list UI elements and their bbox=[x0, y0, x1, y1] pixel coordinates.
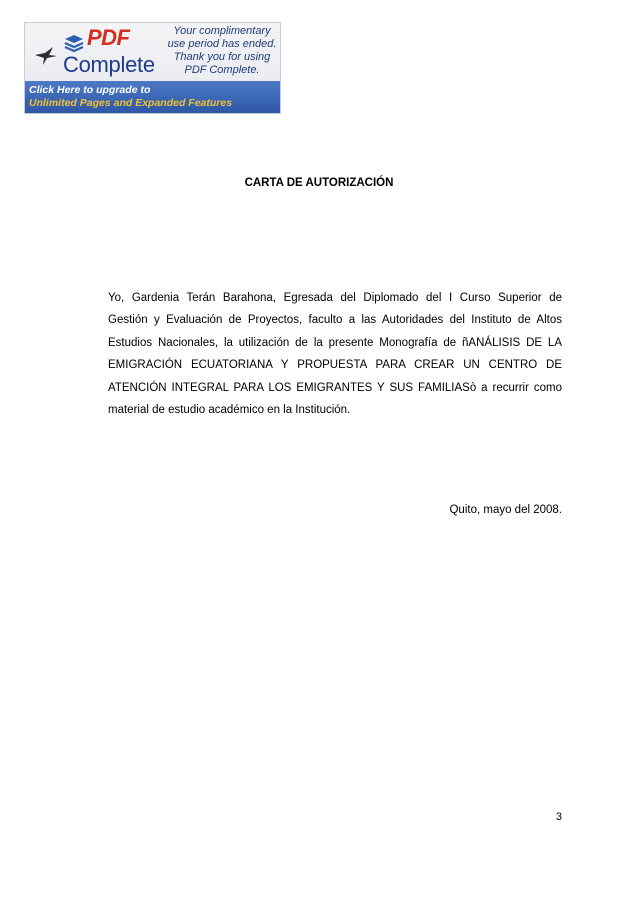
complete-wordmark: Complete bbox=[63, 52, 155, 77]
promo-line: Your complimentary bbox=[173, 25, 271, 37]
page-number: 3 bbox=[555, 811, 562, 823]
paragraph-line: ATENCIÓN INTEGRAL PARA LOS EMIGRANTES Y SUS FAMILIASò a recurrir como bbox=[108, 381, 562, 394]
upgrade-line[interactable]: Click Here to upgrade to bbox=[29, 84, 151, 96]
place-date: Quito, mayo del 2008. bbox=[449, 504, 562, 516]
document-title: CARTA DE AUTORIZACIÓN bbox=[244, 177, 394, 189]
promo-line: Thank you for using bbox=[173, 51, 271, 63]
pdf-complete-banner[interactable] bbox=[24, 22, 281, 114]
promo-text bbox=[165, 25, 279, 77]
paragraph-line: Estudios Nacionales, la utilización de la presente Monografía de ñANÁLISIS DE LA bbox=[108, 336, 562, 349]
paragraph-line: Gestión y Evaluación de Proyectos, faculto a las Autoridades del Instituto de Altos bbox=[108, 314, 562, 327]
promo-line: use period has ended. bbox=[167, 38, 277, 50]
paragraph-line: material de estudio académico en la Institución. bbox=[108, 404, 351, 417]
upgrade-link[interactable] bbox=[25, 81, 280, 114]
banner-top bbox=[25, 23, 280, 81]
paragraph-line: EMIGRACIÓN ECUATORIANA Y PROPUESTA PARA CREAR UN CENTRO DE bbox=[108, 359, 562, 372]
upgrade-line[interactable]: Unlimited Pages and Expanded Features bbox=[29, 97, 233, 109]
paragraph-line: Yo, Gardenia Terán Barahona, Egresada del Diplomado del I Curso Superior de bbox=[108, 292, 562, 304]
bird-icon bbox=[33, 43, 59, 69]
pdf-complete-logo bbox=[29, 25, 155, 79]
promo-line: PDF Complete. bbox=[184, 64, 260, 76]
authorization-paragraph bbox=[108, 287, 562, 421]
pdf-wordmark: PDF bbox=[87, 25, 130, 50]
